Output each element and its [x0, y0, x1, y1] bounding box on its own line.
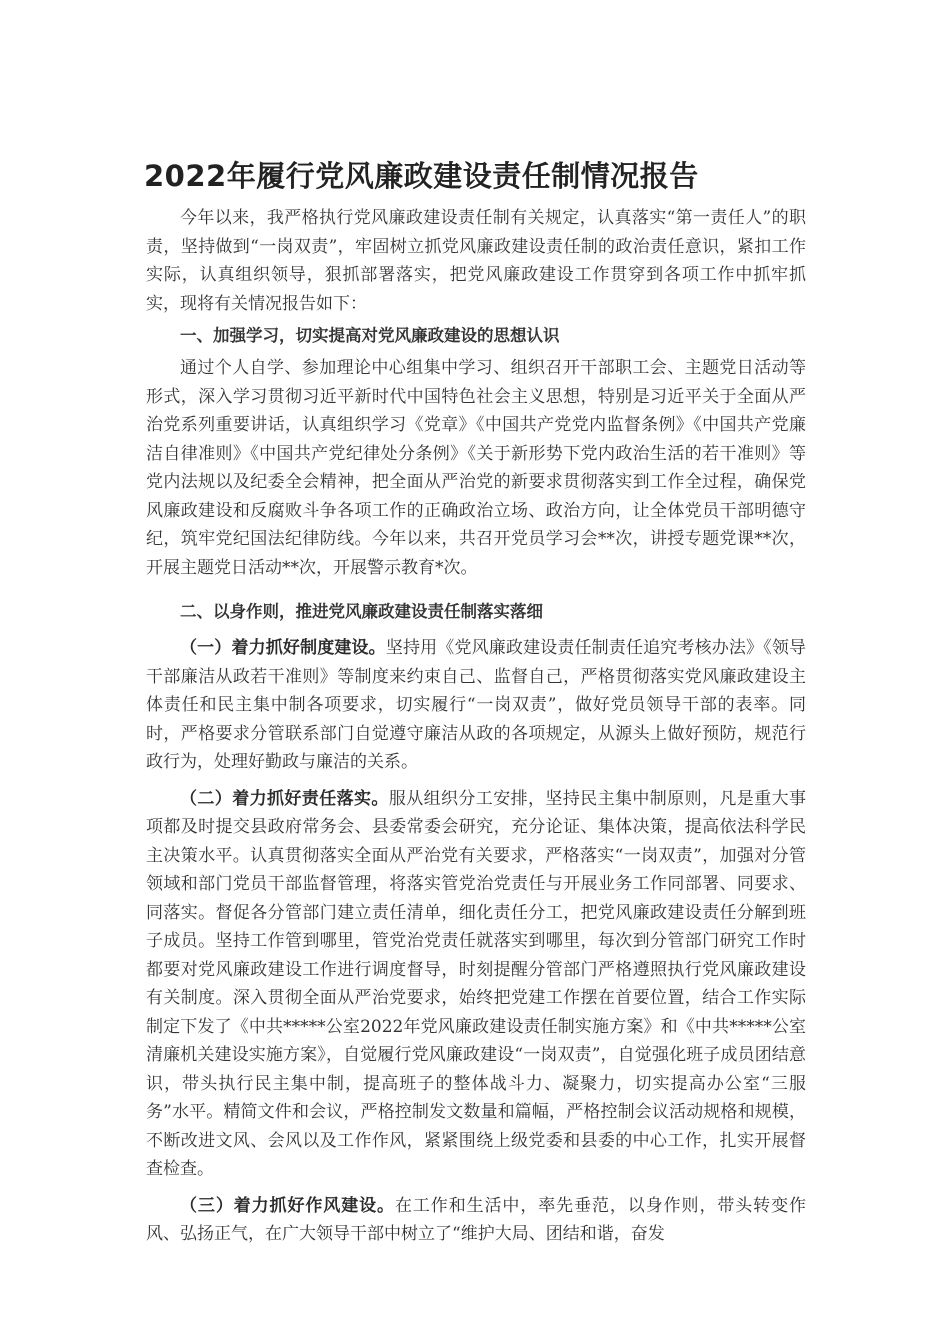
section-1-heading: 一、加强学习，切实提高对党风廉政建设的思想认识 [180, 326, 560, 345]
subsection-2-paragraph [146, 785, 806, 1184]
section-1-paragraph: 通过个人自学、参加理论中心组集中学习、组织召开干部职工会、主题党日活动等形式，深入学习贯彻习近平新时代中国特色社会主义思想，特别是习近平关于全面从严治党系列重要讲话，认真组织学习《党章》《中国共产党党内监督条例》《中国共产党廉洁自律准则》《中国共产党纪律处分条例》《关于新形势下党内政治生活的若干准则》等党内法规以及纪委全会精神，把全面从严治党的新要求贯彻落实到工作全过程，确保党风廉政建设和反腐败斗争各项工作的正确政治立场、政治方向，让全体党员干部明德守纪，筑牢党纪国法纪律防线。今年以来，共召开党员学习会**次，讲授专题党课**次，开展主题党日活动**次，开展警示教育*次。 [146, 358, 806, 578]
subsection-3-paragraph [146, 1192, 806, 1249]
subsection-1-title: （一）着力抓好制度建设。 [180, 638, 386, 658]
subsection-3-body: 在工作和生活中，率先垂范，以身作则，带头转变作风、弘扬正气，在广大领导干部中树立了“维护大局、团结和谐，奋发 [146, 1195, 807, 1244]
document-content [146, 150, 806, 1257]
subsection-3-title: （三）着力抓好作风建设。 [180, 1195, 395, 1216]
intro-paragraph: 今年以来，我严格执行党风廉政建设责任制有关规定，认真落实“第一责任人”的职责，坚持做到“一岗双责”，牢固树立抓党风廉政建设责任制的政治责任意识，紧扣工作实际，认真组织领导，狠抓部署落实，把党风廉政建设工作贯穿到各项工作中抓牢抓实，现将有关情况报告如下： [146, 208, 806, 314]
subsection-1-body: 坚持用《党风廉政建设责任制责任追究考核办法》《领导干部廉洁从政若干准则》等制度来约束自己、监督自己，严格贯彻落实党风廉政建设主体责任和民主集中制各项要求，切实履行“一岗双责”，做好党员领导干部的表率。同时，严格要求分管联系部门自觉遵守廉洁从政的各项规定，从源头上做好预防，规范行政行为，处理好勤政与廉洁的关系。 [146, 638, 807, 772]
subsection-1-paragraph [146, 634, 806, 777]
subsection-2-title: （二）着力抓好责任落实。 [180, 788, 389, 809]
subsection-2-body: 服从组织分工安排，坚持民主集中制原则，凡是重大事项都及时提交县政府常务会、县委常委会研究，充分论证、集体决策，提高依法科学民主决策水平。认真贯彻落实全面从严治党有关要求，严格落实“一岗双责”，加强对分管领域和部门党员干部监督管理，将落实管党治党责任与开展业务工作同部署、同要求、同落实。督促各分管部门建立责任清单，细化责任分工，把党风廉政建设责任分解到班子成员。坚持工作管到哪里，管党治党责任就落实到哪里，每次到分管部门研究工作时都要对党风廉政建设工作进行调度督导，时刻提醒分管部门严格遵照执行党风廉政建设有关制度。深入贯彻全面从严治党要求，始终把党建工作摆在首要位置，结合工作实际制定下发了《中共*****公室2022年党风廉政建设责任制实施方案》和《中共*****公室清廉机关建设实施方案》，自觉履行党风廉政建设“一岗双责”，自觉强化班子成员团结意识，带头执行民主集中制，提高班子的整体战斗力、凝聚力，切实提高办公室“三服务”水平。精简文件和会议，严格控制发文数量和篇幅，严格控制会议活动规格和规模，不断改进文风、会风以及工作作风，紧紧围绕上级党委和县委的中心工作，扎实开展督查检查。 [146, 788, 807, 1179]
document-title: 2022年履行党风廉政建设责任制情况报告 [144, 159, 699, 193]
section-2-heading: 二、以身作则，推进党风廉政建设责任制落实落细 [180, 602, 543, 621]
